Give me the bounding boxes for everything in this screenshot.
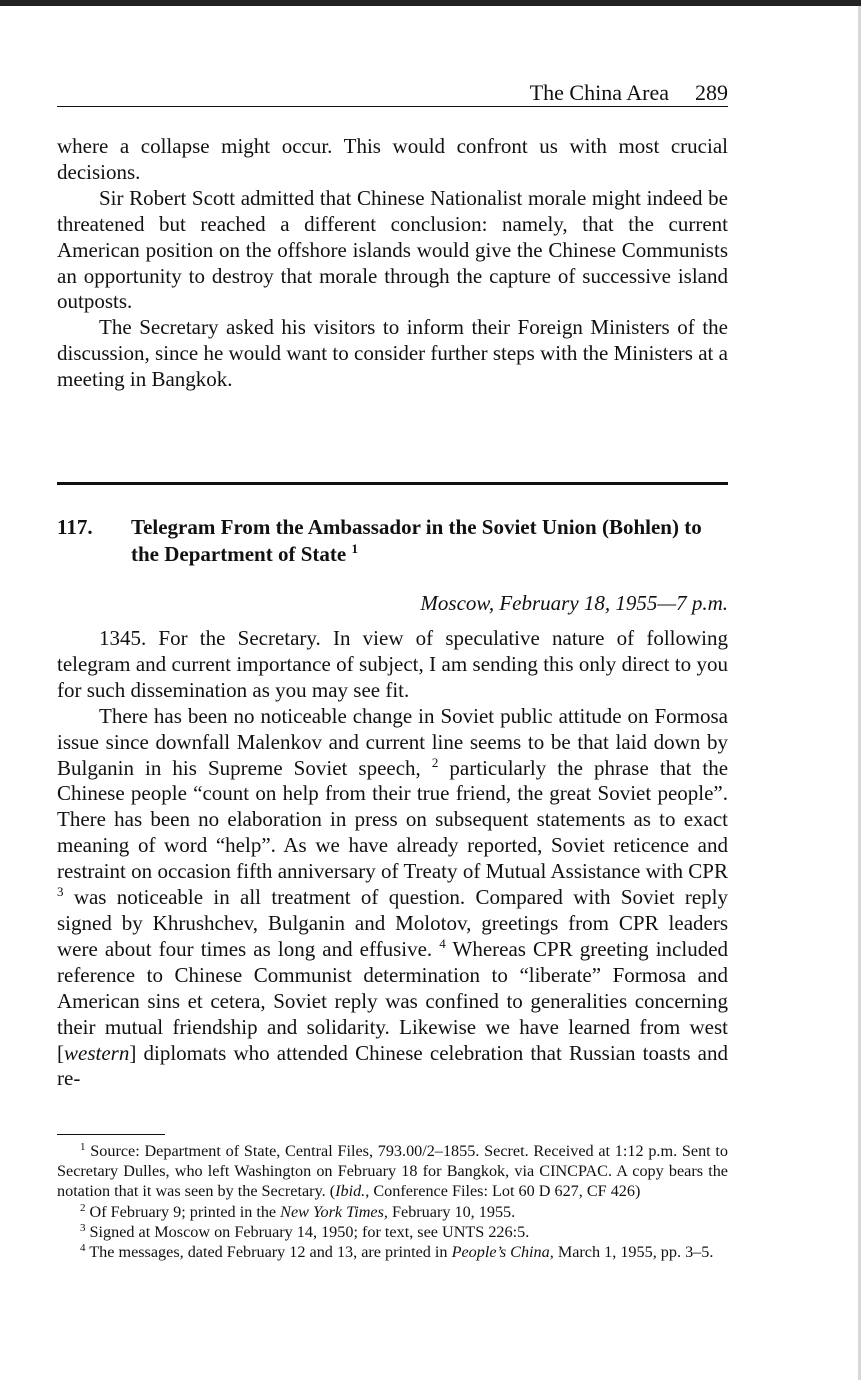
footnote-italic: Ibid.: [335, 1182, 366, 1201]
footnote-text: , Conference Files: Lot 60 D 627, CF 426): [365, 1182, 641, 1201]
telegram-body: [57, 626, 728, 1092]
section-title: The China Area: [529, 80, 669, 105]
text-run: Whereas CPR greeting included reference to Chinese Communist determination to “liberate” Formosa and American sins et cetera, Soviet reply was confined to generalities concerning their mutual friendship and solidarity. Likewise we have learned from west [: [57, 936, 729, 1065]
footnote-text: Source: Department of State, Central Files, 793.00/2–1855. Secret. Received at 1:12 p.m. Sent to Secretary Dulles, who left Washington on February 18 for Bangkok, via CINCPAC. A copy bears the notation that it was seen by the Secretary. (: [57, 1142, 729, 1201]
running-header: [57, 80, 728, 107]
paragraph: [57, 704, 728, 1093]
paragraph: where a collapse might occur. This would confront us with most crucial decisions.: [57, 134, 728, 184]
text-run: was noticeable in all treatment of question. Compared with Soviet reply signed by Khrushchev, Bulganin and Molotov, greetings from CPR leaders were about four times as long and effusive.: [57, 885, 728, 961]
footnote-number: 1: [80, 1141, 86, 1153]
footnote: [57, 1141, 728, 1202]
text-run: There has been no noticeable change in Soviet public attitude on Formosa issue since downfall Malenkov and current line seems to be that laid down by Bulganin in his Supreme Soviet speech,: [57, 703, 728, 780]
footnote-text: February 10, 1955.: [387, 1202, 516, 1221]
dateline: Moscow, February 18, 1955—7 p.m.: [420, 591, 728, 615]
continued-text: [57, 134, 728, 393]
footnote-number: 4: [80, 1242, 86, 1255]
footnote-ref: 1: [351, 541, 358, 556]
footnote-number: 2: [80, 1201, 86, 1214]
footnote-ref: 3: [57, 884, 64, 900]
footnote-rule: [57, 1134, 165, 1135]
document-number: 117.: [57, 515, 93, 539]
section-divider: [57, 482, 728, 485]
footnote-italic: People’s China,: [451, 1243, 554, 1262]
text-run: particularly the phrase that the Chinese people “count on help from their true friend, the great Soviet people”. There has been no elaboration in press on subsequent statements as to exact meaning of word “help”. As we have already reported, Soviet reticence and restraint on occasion fifth anniversary of Treaty of Mutual Assistance with CPR: [57, 755, 729, 884]
document-title-text: Telegram From the Ambassador in the Soviet Union (Bohlen) to the Department of State: [131, 515, 702, 566]
footnote: [57, 1222, 728, 1242]
footnote-ref: 4: [439, 935, 446, 951]
footnote-text: Of February 9; printed in the: [89, 1202, 281, 1221]
footnote-text: Signed at Moscow on February 14, 1950; for text, see UNTS 226:5.: [89, 1222, 530, 1241]
footnote: [57, 1202, 728, 1222]
footnote-italic: New York Times,: [280, 1202, 388, 1221]
editorial-insertion: western: [64, 1040, 130, 1065]
page-number: 289: [695, 80, 728, 105]
text-run: ] diplomats who attended Chinese celebration that Russian toasts and re-: [57, 1040, 728, 1091]
footnotes: [57, 1141, 728, 1262]
document-title: [131, 514, 728, 568]
footnote-ref: 2: [431, 754, 439, 770]
page-top-edge: [0, 0, 861, 6]
footnote-text: The messages, dated February 12 and 13, are printed in: [89, 1243, 452, 1262]
footnote: [57, 1242, 728, 1262]
paragraph: 1345. For the Secretary. In view of speculative nature of following telegram and current importance of subject, I am sending this only direct to you for such dissemination as you may see fit.: [57, 626, 728, 702]
paragraph: The Secretary asked his visitors to inform their Foreign Ministers of the discussion, since he would want to consider further steps with the Ministers at a meeting in Bangkok.: [57, 315, 728, 392]
footnote-text: March 1, 1955, pp. 3–5.: [553, 1243, 714, 1262]
paragraph: Sir Robert Scott admitted that Chinese Nationalist morale might indeed be threatened but reached a different conclusion: namely, that the current American position on the offshore islands would give the Chinese Communists an opportunity to destroy that morale through the capture of successive island outposts.: [57, 185, 728, 314]
footnote-number: 3: [80, 1221, 86, 1234]
